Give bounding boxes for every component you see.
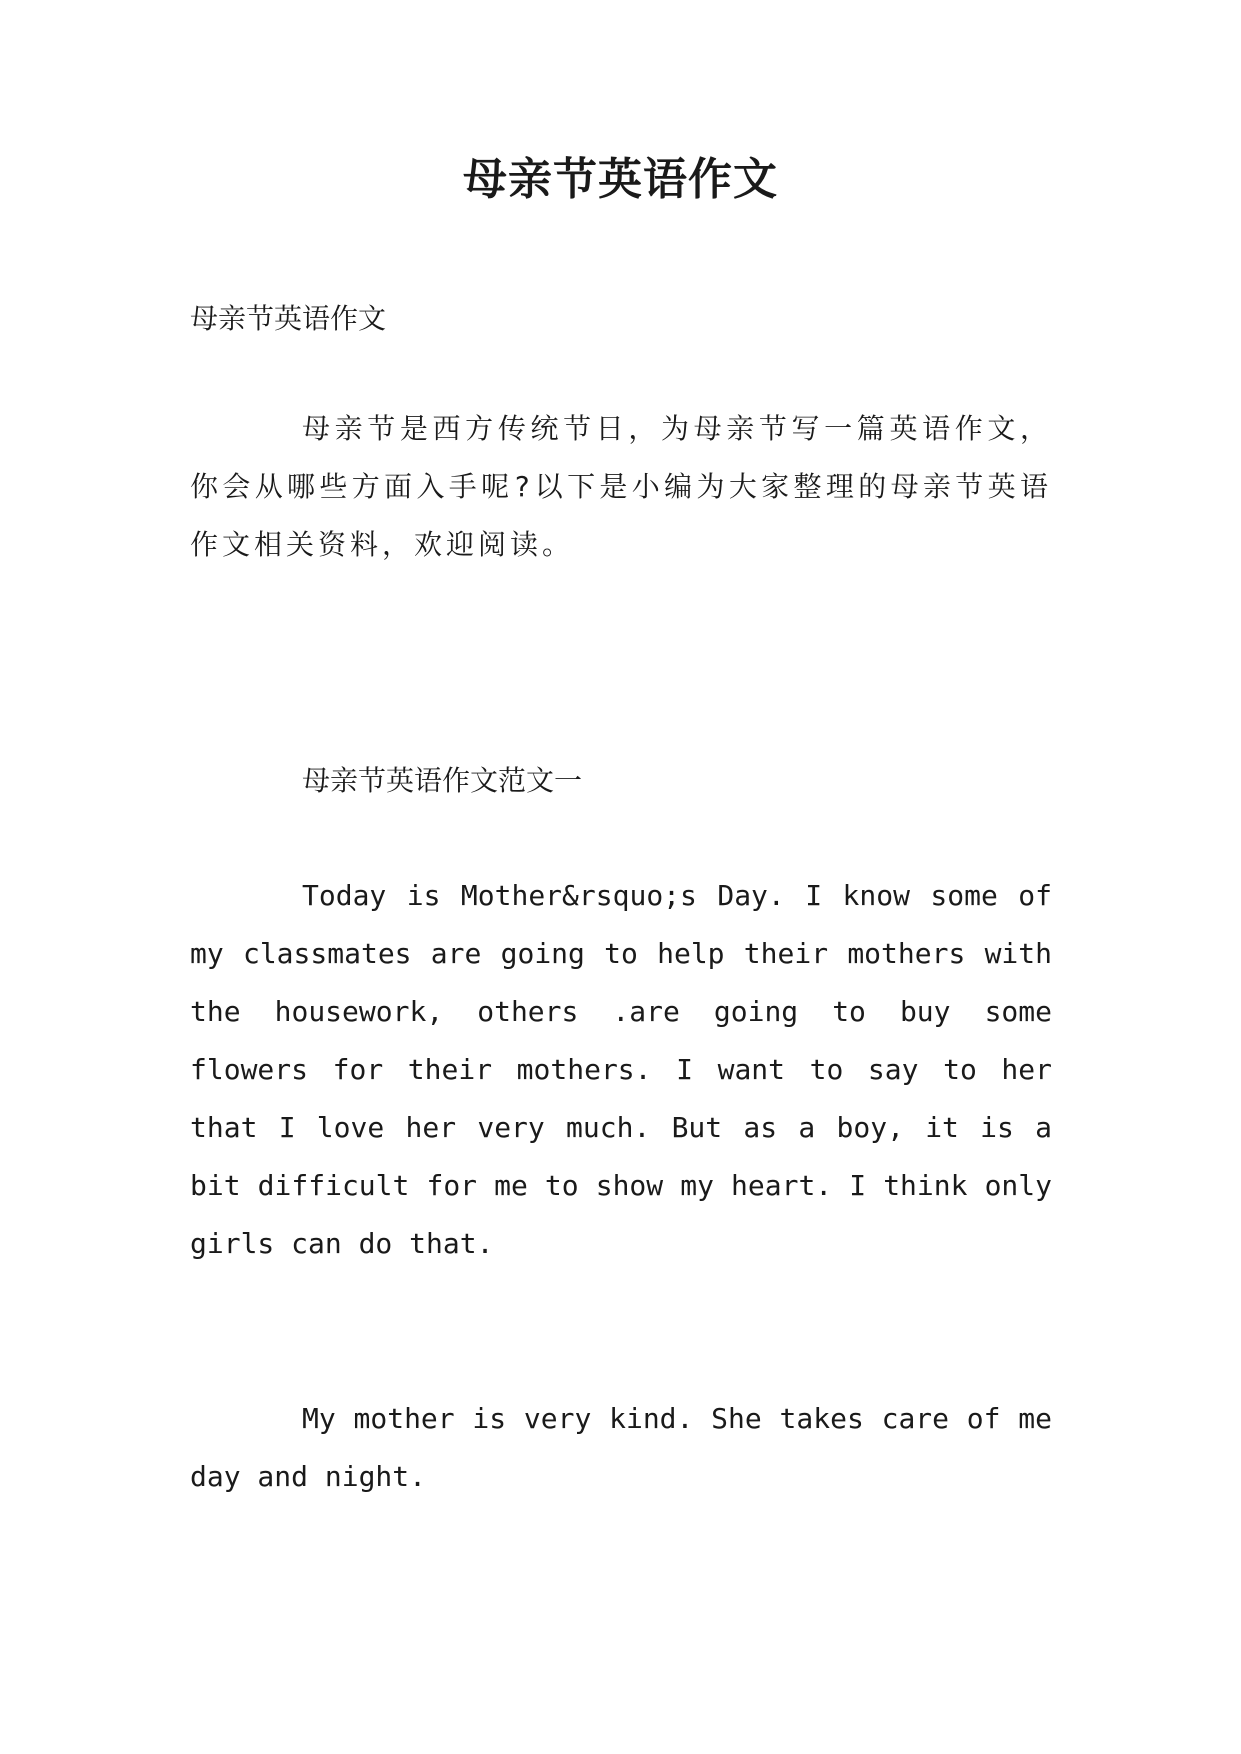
essay-paragraph-1: Today is Mother&rsquo;s Day. I know some of my classmates are going to help their mothers with the housework, others .are going to buy some flowers for their mothers. I want to say to her that I love her very much. But as a boy, it is a bit difficult for me to show my heart. I think only girls can do that.	[190, 879, 1052, 1260]
intro-paragraph: 母亲节是西方传统节日，为母亲节写一篇英语作文，你会从哪些方面入手呢?以下是小编为大家整理的母亲节英语作文相关资料，欢迎阅读。	[190, 412, 1052, 561]
sample-heading: 母亲节英语作文范文一	[302, 764, 583, 797]
document-subtitle: 母亲节英语作文	[190, 302, 387, 335]
essay-paragraph-2: My mother is very kind. She takes care of me day and night.	[190, 1402, 1052, 1493]
document-title: 母亲节英语作文	[463, 154, 778, 205]
